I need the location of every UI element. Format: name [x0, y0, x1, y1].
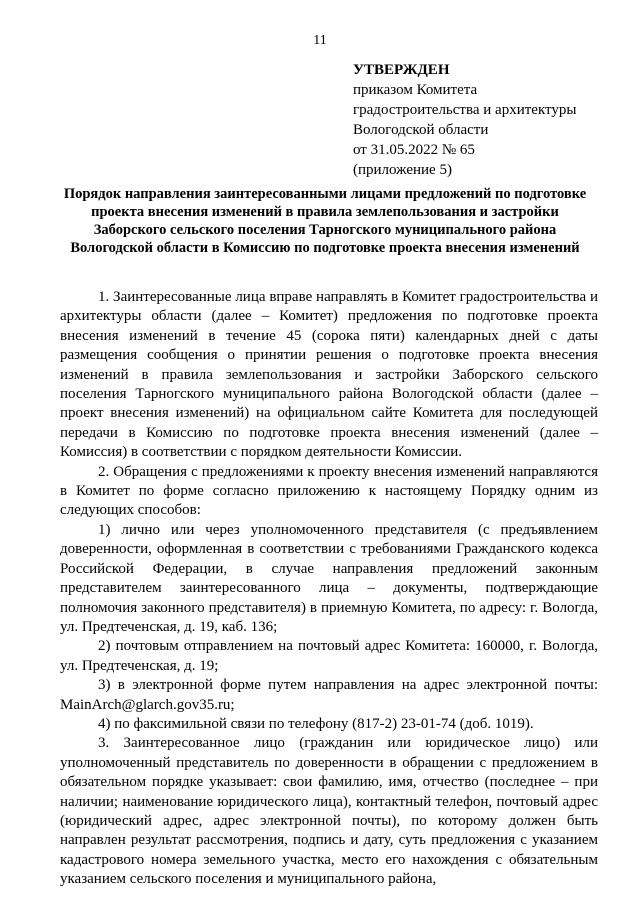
- approval-line: приказом Комитета: [353, 82, 478, 98]
- paragraph: 2. Обращения с предложениями к проекту внесения изменений направляются в Комитет по форме согласно приложению к настоящему Порядку одним из следующих способов:: [60, 463, 598, 519]
- paragraph: 3. Заинтересованное лицо (гражданин или юридическое лицо) или уполномоченный представитель по доверенности в обращении с предложением в обязательном порядке указывает: свои фамилию, имя, отчество (последнее – при наличии; наименование юридического лица), контактный телефон, почтовый адрес (юридический адрес, адрес электронной почты), по которому должен быть направлен результат рассмотрения, подпись и дату, суть предложения с указанием кадастрового номера земельного участка, место его нахождения с обязательным указанием сельского поселения и муниципального района,: [60, 735, 598, 888]
- approval-line: (приложение 5): [353, 162, 452, 178]
- approval-heading: УТВЕРЖДЕН: [353, 62, 450, 78]
- paragraph: 2) почтовым отправлением на почтовый адрес Комитета: 160000, г. Вологда, ул. Предтеченская, д. 19;: [60, 638, 598, 674]
- paragraph: 1) лично или через уполномоченного представителя (с предъявлением доверенности, оформленная в соответствии с требованиями Гражданского кодекса Российской Федерации, в случае направления предложений законным представителем заинтересованного лица – документы, подтверждающие полномочия законного представителя) в приемную Комитета, по адресу: г. Вологда, ул. Предтеченская, д. 19, каб. 136;: [60, 521, 598, 635]
- paragraph: 1. Заинтересованные лица вправе направлять в Комитет градостроительства и архитектуры области (далее – Комитет) предложения по подготовке проекта внесения изменений в течение 45 (сорока пяти) календарных дней с даты размещения сообщения о принятии решения о подготовке проекта внесения изменений в правила землепользования и застройки Заборского сельского поселения Тарногского муниципального района Вологодской области (далее – проект внесения изменений) на официальном сайте Комитета для последующей передачи в Комиссию по подготовке проекта внесения изменений (далее – Комиссия) в соответствии с порядком деятельности Комиссии.: [60, 289, 598, 461]
- paragraph: 3) в электронной форме путем направления на адрес электронной почты: MainArch@glarch.gov35.ru;: [60, 677, 598, 713]
- approval-line: градостроительства и архитектуры: [353, 102, 577, 118]
- page-number: 11: [313, 33, 327, 48]
- document-body: [60, 288, 598, 890]
- paragraph: 4) по факсимильной связи по телефону (817-2) 23-01-74 (доб. 1019).: [98, 715, 534, 732]
- approval-line: Вологодской области: [353, 122, 489, 138]
- approval-stamp: [353, 60, 613, 180]
- approval-line: от 31.05.2022 № 65: [353, 142, 475, 158]
- document-title: Порядок направления заинтересованными лицами предложений по подготовке проекта внесения изменений в правила землепользования и застройки Заборского сельского поселения Тарногского муниципального района Вологодской области в Комиссию по подготовке проекта внесения изменений: [63, 186, 587, 256]
